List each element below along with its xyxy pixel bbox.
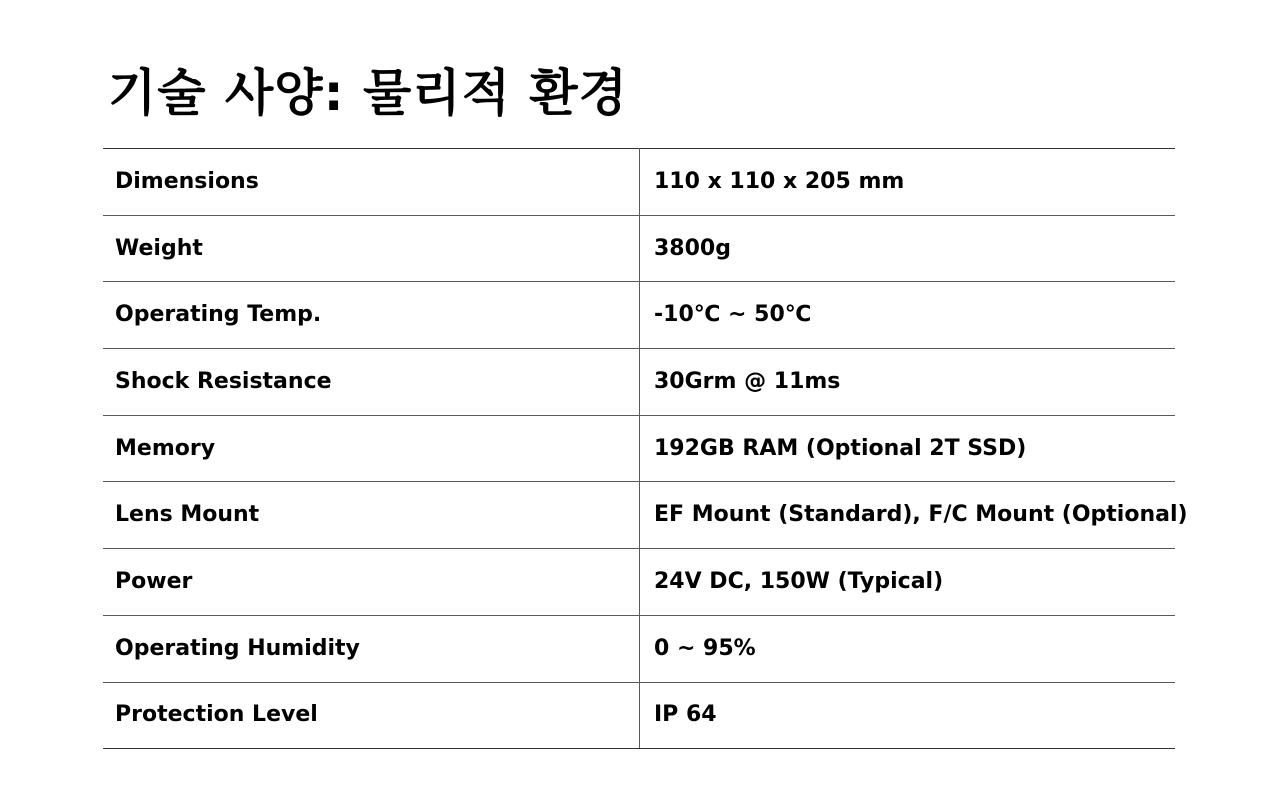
- spec-value: 192GB RAM (Optional 2T SSD): [640, 415, 1176, 482]
- table-row: [103, 615, 1175, 682]
- spec-value: 24V DC, 150W (Typical): [640, 549, 1176, 616]
- table-row: [103, 149, 1175, 216]
- spec-table-body: [103, 149, 1188, 749]
- spec-value: -10℃ ~ 50℃: [640, 282, 1176, 349]
- table-row: [103, 215, 1175, 282]
- spec-label: Protection Level: [103, 682, 640, 749]
- spec-value: EF Mount (Standard), F/C Mount (Optional): [640, 482, 1176, 549]
- table-row: [103, 415, 1175, 482]
- table-row: [103, 349, 1175, 416]
- table-row: [103, 482, 1175, 549]
- spec-label: Lens Mount: [103, 482, 640, 549]
- spec-label: Power: [103, 549, 640, 616]
- table-row: [103, 549, 1175, 616]
- spec-value: 3800g: [640, 215, 1176, 282]
- spec-label: Memory: [103, 415, 640, 482]
- spec-value: 110 x 110 x 205 mm: [640, 149, 1176, 216]
- spec-value: 0 ~ 95%: [640, 615, 1176, 682]
- spec-label: Operating Temp.: [103, 282, 640, 349]
- spec-table: [103, 148, 1188, 749]
- table-row: [103, 282, 1175, 349]
- spec-label: Dimensions: [103, 149, 640, 216]
- spec-label: Weight: [103, 215, 640, 282]
- spec-value: IP 64: [640, 682, 1176, 749]
- page-title: 기술 사양: 물리적 환경: [108, 64, 628, 122]
- spec-value: 30Grm @ 11ms: [640, 349, 1176, 416]
- table-row: [103, 682, 1175, 749]
- spec-label: Operating Humidity: [103, 615, 640, 682]
- spec-label: Shock Resistance: [103, 349, 640, 416]
